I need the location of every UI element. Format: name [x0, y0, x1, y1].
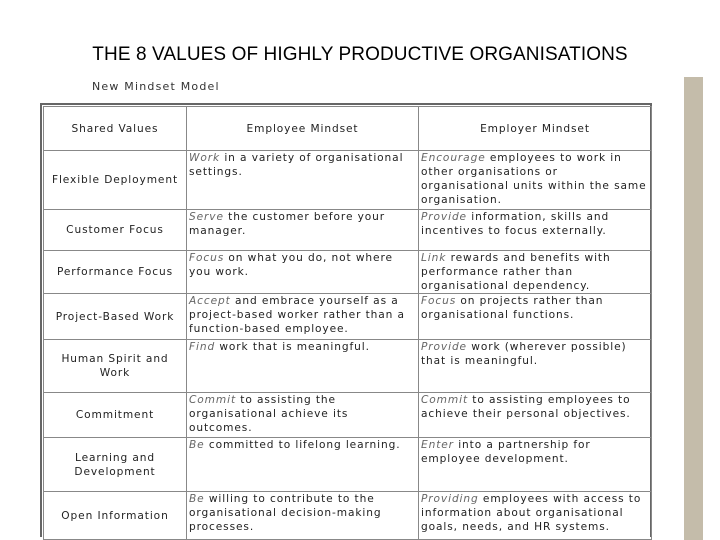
header-employer-mindset: Employer Mindset	[419, 107, 652, 151]
mindset-text: on what you do, not where you work.	[189, 252, 393, 278]
action-verb: Find	[189, 341, 216, 353]
mindset-table-frame	[40, 103, 652, 537]
table-row	[44, 210, 652, 251]
action-verb: Commit	[189, 394, 237, 406]
employer-mindset-cell	[419, 294, 652, 340]
mindset-text: employees to work in other organisations or organisational units within the same organisation.	[421, 152, 647, 206]
slide-title: THE 8 VALUES OF HIGHLY PRODUCTIVE ORGANISATIONS	[92, 44, 628, 65]
table-row	[44, 294, 652, 340]
action-verb: Providing	[421, 493, 479, 505]
table-row	[44, 251, 652, 294]
employee-mindset-cell	[187, 492, 419, 540]
employer-mindset-cell	[419, 393, 652, 438]
employee-mindset-cell	[187, 251, 419, 294]
mindset-text: willing to contribute to the organisational decision-making processes.	[189, 493, 382, 533]
employee-mindset-cell	[187, 151, 419, 210]
decorative-side-bar	[684, 77, 703, 540]
action-verb: Enter	[421, 439, 454, 451]
shared-value-cell: Human Spirit and Work	[44, 340, 187, 393]
employer-mindset-cell	[419, 438, 652, 492]
mindset-text: committed to lifelong learning.	[204, 439, 401, 451]
shared-value-cell: Project-Based Work	[44, 294, 187, 340]
mindset-text: and embrace yourself as a project-based worker rather than a function-based employee.	[189, 295, 405, 335]
table-row	[44, 393, 652, 438]
shared-value-cell: Commitment	[44, 393, 187, 438]
action-verb: Provide	[421, 341, 467, 353]
shared-value-cell: Flexible Deployment	[44, 151, 187, 210]
mindset-text: the customer before your manager.	[189, 211, 386, 237]
table-row	[44, 340, 652, 393]
action-verb: Work	[189, 152, 221, 164]
employee-mindset-cell	[187, 294, 419, 340]
employee-mindset-cell	[187, 210, 419, 251]
action-verb: Commit	[421, 394, 469, 406]
shared-value-cell: Performance Focus	[44, 251, 187, 294]
mindset-table	[43, 106, 652, 540]
action-verb: Serve	[189, 211, 224, 223]
table-row	[44, 492, 652, 540]
action-verb: Be	[189, 439, 205, 451]
action-verb: Focus	[189, 252, 225, 264]
shared-value-cell: Learning and Development	[44, 438, 187, 492]
mindset-text: into a partnership for employee development.	[421, 439, 591, 465]
employee-mindset-cell	[187, 393, 419, 438]
mindset-text: work (wherever possible) that is meaningful.	[421, 341, 627, 367]
mindset-text: to assisting the organisational achieve its outcomes.	[189, 394, 349, 434]
shared-value-cell: Customer Focus	[44, 210, 187, 251]
mindset-text: on projects rather than organisational functions.	[421, 295, 604, 321]
mindset-text: employees with access to information about organisational goals, needs, and HR systems.	[421, 493, 642, 533]
table-row	[44, 151, 652, 210]
header-shared-values: Shared Values	[44, 107, 187, 151]
action-verb: Link	[421, 252, 447, 264]
mindset-text: rewards and benefits with performance rather than organisational dependency.	[421, 252, 611, 292]
mindset-text: work that is meaningful.	[215, 341, 370, 353]
employer-mindset-cell	[419, 151, 652, 210]
mindset-text: information, skills and incentives to focus externally.	[421, 211, 610, 237]
action-verb: Be	[189, 493, 205, 505]
action-verb: Focus	[421, 295, 457, 307]
employee-mindset-cell	[187, 340, 419, 393]
action-verb: Encourage	[421, 152, 486, 164]
action-verb: Provide	[421, 211, 467, 223]
mindset-text: in a variety of organisational settings.	[189, 152, 404, 178]
employer-mindset-cell	[419, 210, 652, 251]
employee-mindset-cell	[187, 438, 419, 492]
employer-mindset-cell	[419, 251, 652, 294]
shared-value-cell: Open Information	[44, 492, 187, 540]
model-subtitle: New Mindset Model	[92, 80, 220, 93]
employer-mindset-cell	[419, 492, 652, 540]
employer-mindset-cell	[419, 340, 652, 393]
mindset-text: to assisting employees to achieve their personal objectives.	[421, 394, 631, 420]
table-row	[44, 438, 652, 492]
action-verb: Accept	[189, 295, 231, 307]
header-employee-mindset: Employee Mindset	[187, 107, 419, 151]
